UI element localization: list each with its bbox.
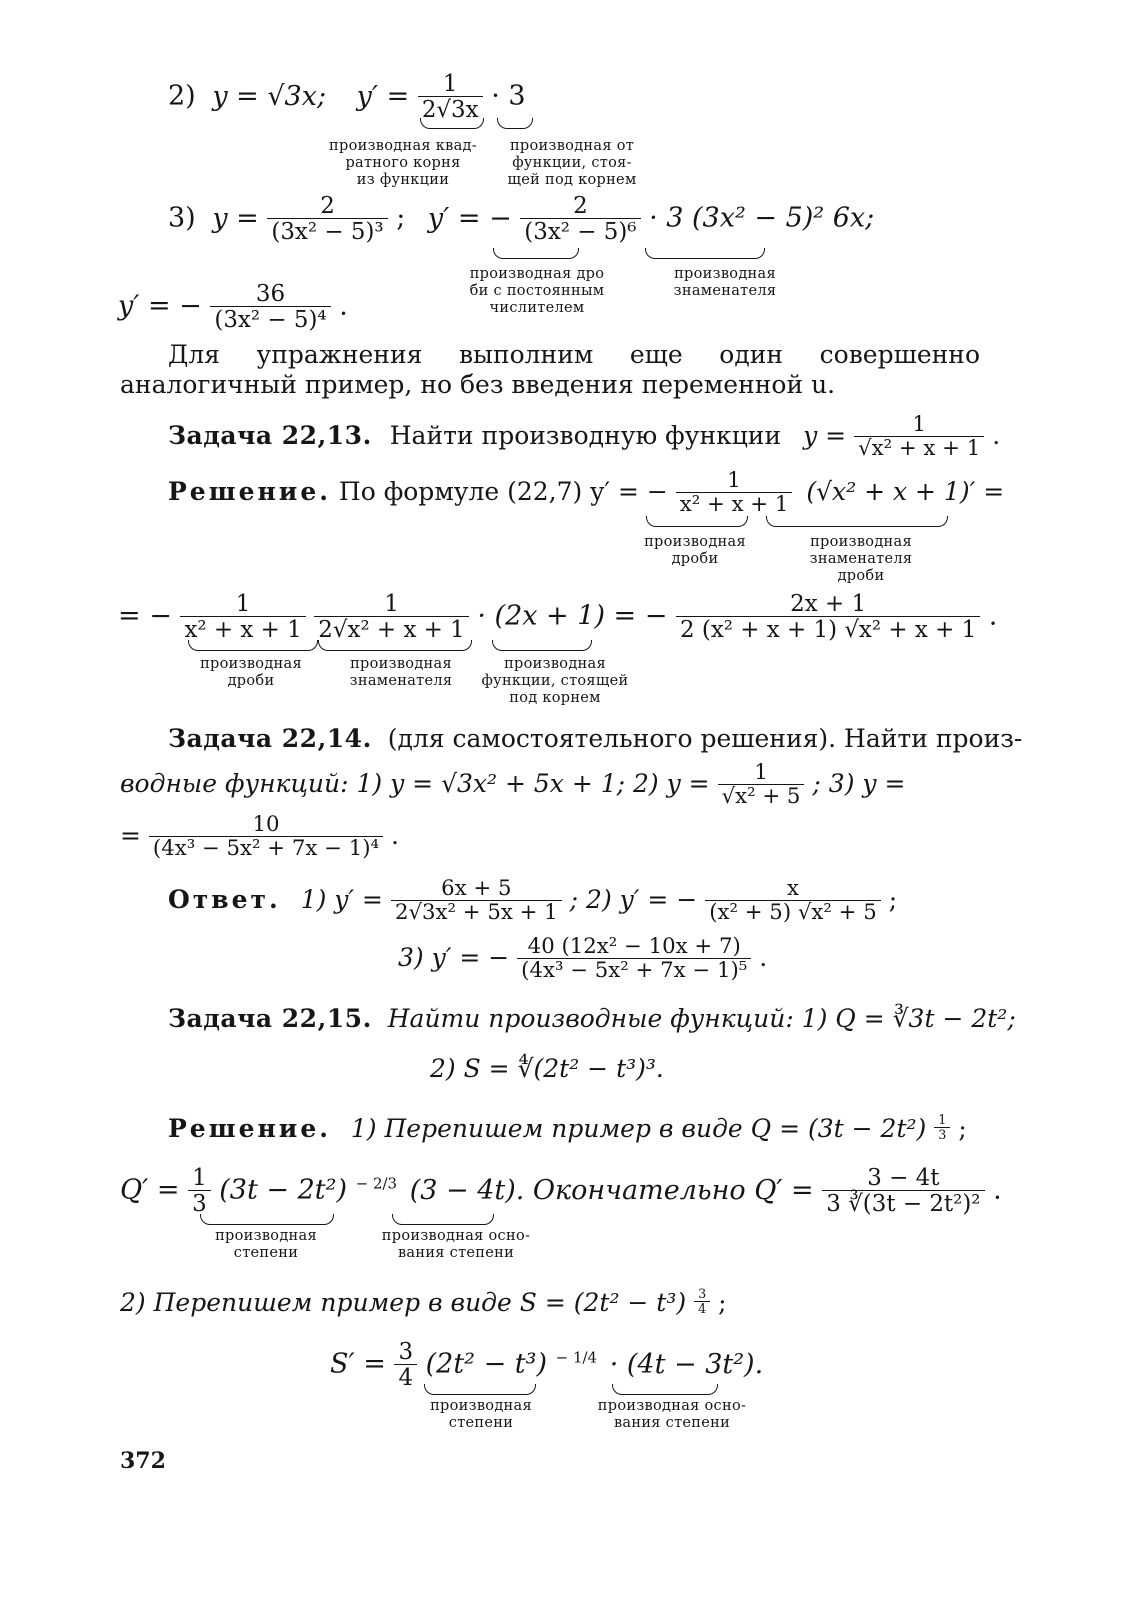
fraction-numerator: 1 xyxy=(384,591,399,617)
task-22-14-answer-line1 xyxy=(168,878,897,925)
fraction-denominator: 3 ∛(3t − 2t²)² xyxy=(822,1190,984,1216)
underbrace xyxy=(646,516,748,527)
period: . xyxy=(988,600,998,632)
example-2-label: 2) xyxy=(168,80,196,112)
annotation-note: производная осно- вания степени xyxy=(381,1228,531,1261)
semicolon: ; xyxy=(718,1288,727,1317)
example-3-result-fraction xyxy=(210,282,330,332)
fraction-numerator: 3 xyxy=(398,1339,414,1365)
underbrace xyxy=(424,1384,536,1395)
annotation-note: производная степени xyxy=(215,1228,317,1261)
fraction-denominator: 4 xyxy=(394,1364,417,1390)
underbrace xyxy=(188,640,318,651)
annotation-note: производная квад- ратного корня из функции xyxy=(329,138,477,188)
annotation-note: производная от функции, стоя- щей под корнем xyxy=(507,138,637,188)
annotation-note: производная дроби xyxy=(200,656,302,689)
task-22-13-statement xyxy=(168,414,1000,461)
fraction-numerator: 36 xyxy=(255,281,286,307)
annotation-note: производная знаменателя xyxy=(349,656,453,689)
intro-paragraph: Для упражнения выполним еще один совершенно аналогичный пример, но без введения переменной u. xyxy=(120,340,980,399)
task-22-13-title: Задача 22,13. xyxy=(168,420,372,450)
answer-2-lhs: ; 2) y′ = − xyxy=(569,884,698,914)
fraction-denominator: 2√3x xyxy=(418,96,483,122)
task-22-14-fraction-3 xyxy=(149,814,383,861)
fraction-denominator: x² + x + 1 xyxy=(180,616,305,642)
answer-label: Ответ. xyxy=(168,884,281,914)
fraction-numerator: 1 xyxy=(727,468,741,493)
task-22-13-text: Найти производную функции xyxy=(389,420,782,450)
line2-lhs: = − xyxy=(118,600,172,632)
period: . xyxy=(339,290,348,322)
underbrace xyxy=(493,248,579,259)
fraction-numerator: x xyxy=(786,876,799,901)
task-22-15-q-derivative xyxy=(120,1166,1002,1216)
answer-2-fraction xyxy=(705,878,881,925)
fraction-numerator: 1 xyxy=(754,760,768,785)
line2-fraction-3 xyxy=(676,592,980,642)
task-22-14-text: (для самостоятельного решения). Найти произ- xyxy=(387,724,1023,753)
task-22-14-function-3: ; 3) y = xyxy=(812,768,906,798)
solution-text: По формуле (22,7) y′ = − xyxy=(338,476,668,506)
task-22-15-statement xyxy=(168,1004,1016,1033)
period: . xyxy=(390,820,399,850)
fraction-numerator: 1 xyxy=(192,1165,207,1191)
fraction-denominator: 3 xyxy=(934,1127,950,1142)
page-number: 372 xyxy=(120,1448,166,1474)
fraction-numerator: 2 xyxy=(573,193,588,219)
underbrace xyxy=(612,1384,718,1395)
task-22-14-line3 xyxy=(120,814,399,861)
underbrace xyxy=(492,640,592,651)
q-tail: (3 − 4t). Окончательно Q′ = xyxy=(409,1174,814,1206)
fraction-numerator: 1 xyxy=(938,1113,947,1128)
fraction-denominator: (4x³ − 5x² + 7x − 1)⁴ xyxy=(149,836,383,860)
underbrace xyxy=(318,640,472,651)
q-base: (3t − 2t²) xyxy=(219,1174,348,1206)
underbrace xyxy=(392,1214,494,1225)
task-22-13-line2 xyxy=(118,592,997,642)
q-result-fraction xyxy=(822,1166,984,1216)
period: . xyxy=(993,1174,1002,1206)
period: . xyxy=(992,420,1001,450)
fraction-denominator: √x² + 5 xyxy=(718,784,805,808)
q-coefficient xyxy=(188,1166,211,1216)
task-22-14-answer-line2 xyxy=(398,936,767,983)
solution-tail: (√x² + x + 1)′ = xyxy=(806,476,1005,506)
fraction-numerator: 2x + 1 xyxy=(790,591,867,617)
exponent-fraction xyxy=(694,1288,710,1317)
s-exponent: − 1/4 xyxy=(555,1348,598,1367)
fraction-denominator: (4x³ − 5x² + 7x − 1)⁵ xyxy=(517,958,751,982)
exponent-fraction xyxy=(934,1114,950,1143)
task-22-14-line1 xyxy=(168,724,1022,753)
example-2-tail: · 3 xyxy=(491,80,526,112)
fraction-denominator: (3x² − 5)⁴ xyxy=(210,306,330,332)
answer-1-fraction xyxy=(391,878,562,925)
example-2-equation xyxy=(168,72,526,122)
semicolon: ; xyxy=(888,884,898,914)
answer-3-fraction xyxy=(517,936,751,983)
fraction-denominator: 2 (x² + x + 1) √x² + x + 1 xyxy=(676,616,980,642)
task-22-15-text: Найти производные функций: 1) Q = ∛3t − 2t²; xyxy=(387,1004,1016,1033)
fraction-numerator: 2 xyxy=(320,193,335,219)
s-lhs: S′ = xyxy=(330,1348,386,1380)
fraction-denominator: √x² + x + 1 xyxy=(854,436,984,460)
fraction-denominator: x² + x + 1 xyxy=(676,492,793,516)
example-2-deriv-lhs: y′ = xyxy=(356,80,410,112)
underbrace xyxy=(645,248,765,259)
example-3-y-lhs: y = xyxy=(212,202,259,234)
annotation-note: производная знаменателя xyxy=(673,266,777,299)
semicolon: ; xyxy=(396,202,406,234)
example-3-result-lhs: y′ = − xyxy=(118,290,202,322)
fraction-denominator: 2√x² + x + 1 xyxy=(314,616,468,642)
fraction-denominator: (3x² − 5)⁶ xyxy=(520,218,640,244)
example-3-y-fraction xyxy=(267,194,387,244)
fraction-denominator: 3 xyxy=(188,1190,211,1216)
task-22-13-solution xyxy=(168,470,1004,517)
solution-label: Решение. xyxy=(168,476,331,506)
annotation-note: производная дро би с постоянным числителем xyxy=(469,266,605,316)
example-3-deriv-lhs: y′ = − xyxy=(427,202,512,234)
answer-3-lhs: 3) y′ = − xyxy=(398,942,510,972)
underbrace xyxy=(497,118,533,129)
task-22-14-title: Задача 22,14. xyxy=(168,724,372,753)
solution-fraction xyxy=(676,470,793,517)
task-22-14-fraction-2 xyxy=(718,762,805,809)
example-3-equation xyxy=(168,194,874,244)
task-22-15-solution xyxy=(168,1114,967,1143)
task-22-14-line2 xyxy=(120,762,905,809)
period: . xyxy=(759,942,768,972)
s-base: (2t² − t³) xyxy=(425,1348,548,1380)
fraction-numerator: 3 − 4t xyxy=(867,1165,940,1191)
line3-lhs: = xyxy=(120,820,141,850)
s-tail: · (4t − 3t²). xyxy=(609,1348,764,1380)
annotation-note: производная степени xyxy=(430,1398,532,1431)
fraction-denominator: 4 xyxy=(694,1301,710,1316)
annotation-note: производная знаменателя дроби xyxy=(809,534,913,584)
annotation-note: производная дроби xyxy=(644,534,746,567)
q-exponent: − 2/3 xyxy=(355,1174,398,1193)
fraction-denominator: 2√3x² + 5x + 1 xyxy=(391,900,562,924)
q-lhs: Q′ = xyxy=(120,1174,180,1206)
fraction-numerator: 1 xyxy=(235,591,251,617)
fraction-numerator: 1 xyxy=(442,71,458,97)
fraction-numerator: 10 xyxy=(252,812,280,837)
line2-fraction-1 xyxy=(180,592,305,642)
example-3-label: 3) xyxy=(168,202,196,234)
annotation-note: производная функции, стоящей под корнем xyxy=(481,656,629,706)
task-22-13-func-lhs: y = xyxy=(803,420,847,450)
line2-middle: · (2x + 1) = − xyxy=(477,600,668,632)
line2-fraction-2 xyxy=(314,592,468,642)
fraction-numerator: 40 (12x² − 10x + 7) xyxy=(527,934,741,959)
underbrace xyxy=(420,118,484,129)
s-coefficient xyxy=(394,1340,417,1390)
answer-1-lhs: 1) y′ = xyxy=(300,884,384,914)
example-3-result xyxy=(118,282,348,332)
task-22-15-part2 xyxy=(430,1054,664,1083)
fraction-numerator: 1 xyxy=(912,412,926,437)
solution-text: 1) Перепишем пример в виде Q = (3t − 2t²) xyxy=(350,1114,927,1143)
example-2-func: y = √3x; xyxy=(212,80,327,112)
fraction-denominator: (3x² − 5)³ xyxy=(267,218,387,244)
example-2-fraction xyxy=(418,72,483,122)
task-22-15-part2-text: 2) S = ∜(2t² − t³)³. xyxy=(430,1054,664,1083)
part2-text: 2) Перепишем пример в виде S = (2t² − t³) xyxy=(120,1288,687,1317)
semicolon: ; xyxy=(958,1114,967,1143)
task-22-13-func-fraction xyxy=(854,414,984,461)
example-3-deriv-fraction xyxy=(520,194,640,244)
underbrace xyxy=(766,516,948,527)
annotation-note: производная осно- вания степени xyxy=(597,1398,747,1431)
underbrace xyxy=(200,1214,334,1225)
task-22-15-title: Задача 22,15. xyxy=(168,1004,372,1033)
fraction-numerator: 3 xyxy=(698,1287,707,1302)
task-22-15-part2-rewrite xyxy=(120,1288,727,1317)
task-22-14-functions: водные функций: 1) y = √3x² + 5x + 1; 2) y = xyxy=(120,768,710,798)
task-22-15-s-derivative xyxy=(330,1340,763,1390)
fraction-numerator: 6x + 5 xyxy=(441,876,512,901)
solution-label: Решение. xyxy=(168,1114,331,1143)
example-3-tail: · 3 (3x² − 5)² 6x; xyxy=(649,202,875,234)
fraction-denominator: (x² + 5) √x² + 5 xyxy=(705,900,881,924)
